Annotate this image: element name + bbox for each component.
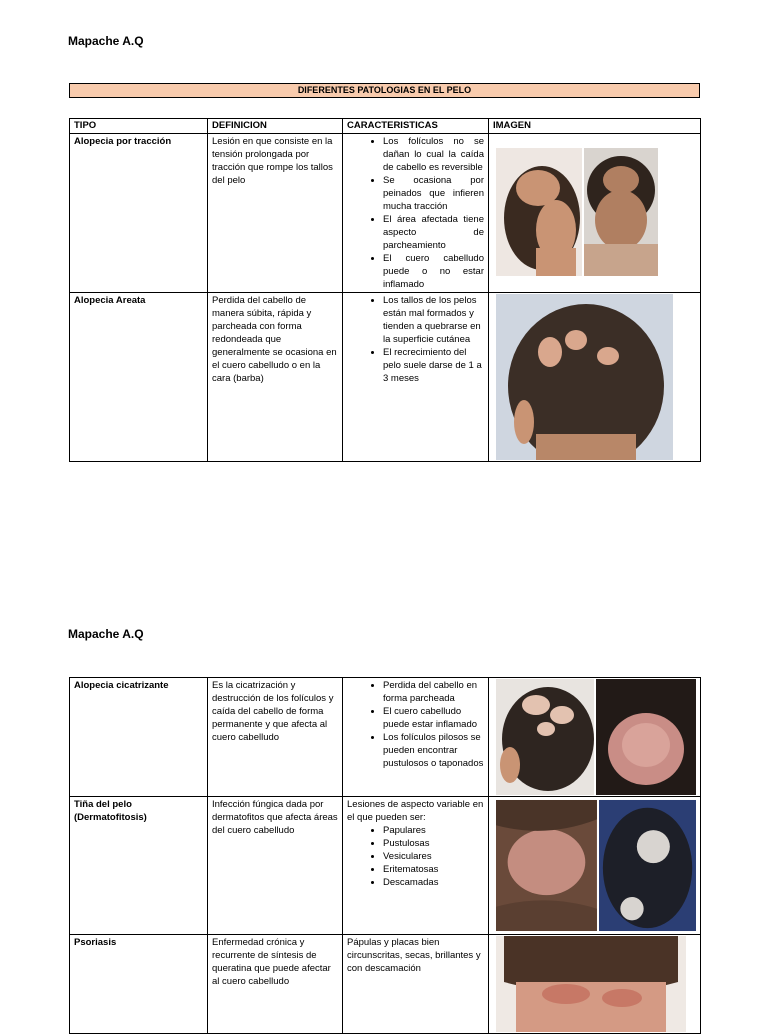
list-item: • Vesiculares <box>383 850 484 863</box>
row-definicion: Perdida del cabello de manera súbita, rápida y parcheada con forma redondeada que generalmente se ocasiona en el cuero cabelludo o en la cara (barba) <box>208 293 343 462</box>
list-item: • Eritematosas <box>383 863 484 876</box>
list-item: • Perdida del cabello en forma parcheada <box>383 679 484 705</box>
list-item: • Papulares <box>383 824 484 837</box>
pathology-table-2 <box>69 677 701 1034</box>
traction-alopecia-woman-photo <box>496 148 582 276</box>
row-caracteristicas <box>343 678 489 797</box>
header-imagen: IMAGEN <box>489 119 701 134</box>
row-definicion: Lesión en que consiste en la tensión prolongada por tracción que rompe los tallos del pelo <box>208 134 343 293</box>
row-intro: Pápulas y placas bien circunscritas, secas, brillantes y con descamación <box>347 937 481 974</box>
list-item: • Los folículos no se dañan lo cual la caída de cabello es reversible <box>383 135 484 174</box>
table-row <box>70 293 701 462</box>
list-item: • Los folículos pilosos se pueden encontrar pustulosos o taponados <box>383 731 484 770</box>
list-item: • El cuero cabelludo puede estar inflamado <box>383 705 484 731</box>
row-definicion: Infección fúngica dada por dermatofitos que afecta áreas del cuero cabelludo <box>208 797 343 935</box>
section-banner-title: DIFERENTES PATOLOGIAS EN EL PELO <box>69 83 700 98</box>
header-definicion: DEFINICION <box>208 119 343 134</box>
author-name: Mapache A.Q <box>68 34 144 48</box>
list-item: • Se ocasiona por peinados que infieren mucha tracción <box>383 174 484 213</box>
row-caracteristicas <box>343 935 489 1034</box>
row-imagen <box>489 797 701 935</box>
row-tipo: Tiña del pelo (Dermatofitosis) <box>70 797 208 935</box>
row-definicion: Es la cicatrización y destrucción de los folículos y caída del cabello de forma permanente y que afecta al cuero cabelludo <box>208 678 343 797</box>
row-tipo: Alopecia cicatrizante <box>70 678 208 797</box>
row-caracteristicas <box>343 293 489 462</box>
scarring-alopecia-photo-2 <box>596 679 696 795</box>
list-item: • Los tallos de los pelos están mal formados y tienden a quebrarse en la superficie cutánea <box>383 294 484 346</box>
table-row <box>70 935 701 1034</box>
alopecia-areata-photo <box>496 294 673 460</box>
row-intro: Lesiones de aspecto variable en el que pueden ser: <box>347 799 484 823</box>
tinea-capitis-photo-1 <box>496 798 597 933</box>
row-definicion: Enfermedad crónica y recurrente de síntesis de queratina que puede afectar al cuero cabelludo <box>208 935 343 1034</box>
list-item: • Pustulosas <box>383 837 484 850</box>
tinea-capitis-photo-2 <box>599 798 696 933</box>
psoriasis-scalp-photo <box>496 936 686 1032</box>
list-item: • Descamadas <box>383 876 484 889</box>
list-item: • El cuero cabelludo puede o no estar inflamado <box>383 252 484 291</box>
scarring-alopecia-photo-1 <box>496 679 594 795</box>
row-caracteristicas <box>343 797 489 935</box>
list-item: • El recrecimiento del pelo suele darse de 1 a 3 meses <box>383 346 484 385</box>
table-row <box>70 797 701 935</box>
row-tipo: Alopecia Areata <box>70 293 208 462</box>
header-caracteristicas: CARACTERISTICAS <box>343 119 489 134</box>
row-tipo: Psoriasis <box>70 935 208 1034</box>
pathology-table-1 <box>69 118 701 462</box>
row-caracteristicas <box>343 134 489 293</box>
traction-alopecia-child-photo <box>584 148 658 276</box>
table-row <box>70 134 701 293</box>
row-imagen <box>489 935 701 1034</box>
list-item: • El área afectada tiene aspecto de parcheamiento <box>383 213 484 252</box>
row-tipo: Alopecia por tracción <box>70 134 208 293</box>
author-name-page-2: Mapache A.Q <box>68 627 144 641</box>
row-imagen <box>489 678 701 797</box>
table-row <box>70 678 701 797</box>
row-imagen <box>489 293 701 462</box>
table-header-row <box>70 119 701 134</box>
row-imagen <box>489 134 701 293</box>
header-tipo: TIPO <box>70 119 208 134</box>
